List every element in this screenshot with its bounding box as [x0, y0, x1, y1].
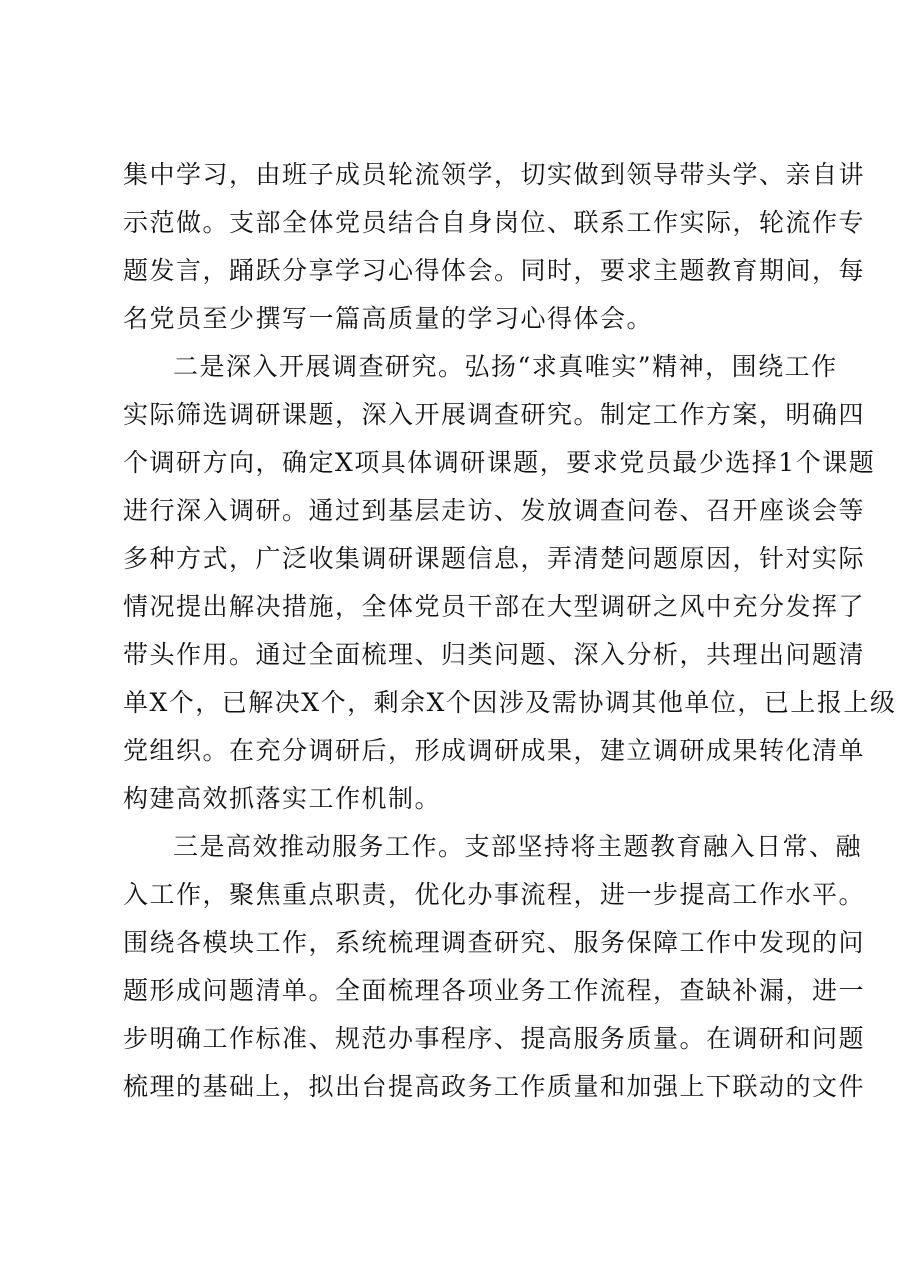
paragraph-3-line-1: 三是高效推动服务工作。支部坚持将主题教育融入日常、融: [173, 832, 863, 861]
paragraph-3-line-4: 题形成问题清单。全面梳理各项业务工作流程，查缺补漏，进一: [123, 976, 866, 1005]
paragraph-1-line-3: 题发言，踊跃分享学习心得体会。同时，要求主题教育期间，每: [123, 256, 866, 285]
paragraph-1-line-4: 名党员至少撰写一篇高质量的学习心得体会。: [123, 304, 654, 333]
paragraph-1-line-2: 示范做。支部全体党员结合自身岗位、联系工作实际，轮流作专: [123, 208, 866, 237]
paragraph-2-line-1: 二是深入开展调查研究。弘扬“求真唯实”精神，围绕工作: [173, 352, 838, 381]
paragraph-2-line-5: 多种方式，广泛收集调研课题信息，弄清楚问题原因，针对实际: [123, 544, 866, 573]
paragraph-1-line-1: 集中学习，由班子成员轮流领学，切实做到领导带头学、亲自讲: [123, 160, 866, 189]
paragraph-2-line-10: 构建高效抓落实工作机制。: [123, 784, 442, 813]
paragraph-3-line-6: 梳理的基础上，拟出台提高政务工作质量和加强上下联动的文件: [123, 1072, 866, 1101]
paragraph-3-line-3: 围绕各模块工作，系统梳理调查研究、服务保障工作中发现的问: [123, 928, 866, 957]
paragraph-2-line-7: 带头作用。通过全面梳理、归类问题、深入分析，共理出问题清: [123, 640, 866, 669]
paragraph-2-line-2: 实际筛选调研课题，深入开展调查研究。制定工作方案，明确四: [123, 400, 866, 429]
paragraph-2-line-4: 进行深入调研。通过到基层走访、发放调查问卷、召开座谈会等: [123, 496, 866, 525]
paragraph-2-line-8: 单X个，已解决X个，剩余X个因涉及需协调其他单位，已上报上级: [123, 688, 897, 717]
paragraph-2-line-3: 个调研方向，确定X项具体调研课题，要求党员最少选择1个课题: [123, 448, 876, 477]
paragraph-3-line-5: 步明确工作标准、规范办事程序、提高服务质量。在调研和问题: [123, 1024, 866, 1053]
paragraph-2-line-6: 情况提出解决措施，全体党员干部在大型调研之风中充分发挥了: [123, 592, 866, 621]
paragraph-3-line-2: 入工作，聚焦重点职责，优化办事流程，进一步提高工作水平。: [123, 880, 866, 909]
paragraph-2-line-9: 党组织。在充分调研后，形成调研成果，建立调研成果转化清单: [123, 736, 866, 765]
document-body: [123, 151, 897, 1111]
